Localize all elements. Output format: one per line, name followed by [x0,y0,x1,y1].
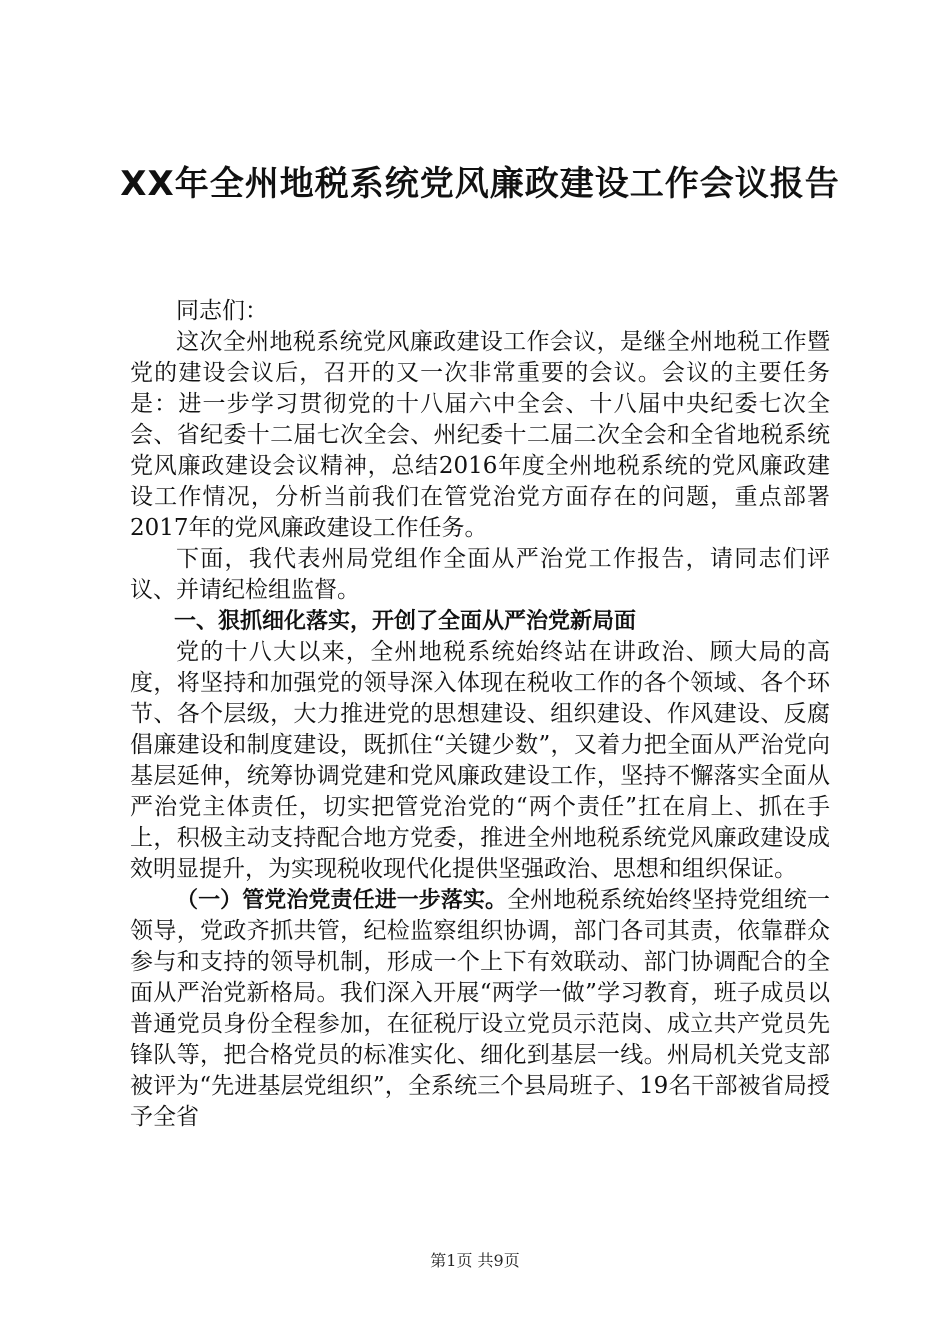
section-paragraph: 党的十八大以来，全州地税系统始终站在讲政治、顾大局的高度，将坚持和加强党的领导深入体现在税收工作的各个领域、各个环节、各个层级，大力推进党的思想建设、组织建设、作风建设、反腐倡廉建设和制度建设，既抓住“关键少数”，又着力把全面从严治党向基层延伸，统筹协调党建和党风廉政建设工作，坚持不懈落实全面从严治党主体责任，切实把管党治党的“两个责任”扛在肩上、抓在手上，积极主动支持配合地方党委，推进全州地税系统党风廉政建设成效明显提升，为实现税收现代化提供坚强政治、思想和组织保证。 [130,639,830,882]
subsection-heading: （一）管党治党责任进一步落实。 [176,888,508,913]
salutation: 同志们： [176,298,268,324]
page-footer: 第1页 共9页 [430,1251,520,1270]
subsection-text: 全州地税系统始终坚持党组统一领导，党政齐抓共管，纪检监察组织协调，部门各司其责，依靠群众参与和支持的领导机制，形成一个上下有效联动、部门协调配合的全面从严治党新格局。我们深入开展“两学一做”学习教育，班子成员以普通党员身份全程参加，在征税厅设立党员示范岗、成立共产党员先锋队等，把合格党员的标准实化、细化到基层一线。州局机关党支部被评为“先进基层党组织”，全系统三个县局班子、19名干部被省局授予全省 [130,887,830,1130]
subsection-paragraph [130,885,830,1133]
report-paragraph: 下面，我代表州局党组作全面从严治党工作报告，请同志们评议、并请纪检组监督。 [130,546,830,603]
document-title: XX年全州地税系统党风廉政建设工作会议报告 [120,164,840,204]
document-body [130,296,830,1133]
intro-paragraph: 这次全州地税系统党风廉政建设工作会议，是继全州地税工作暨党的建设会议后，召开的又一次非常重要的会议。会议的主要任务是：进一步学习贯彻党的十八届六中全会、十八届中央纪委七次全会、省纪委十二届七次全会、州纪委十二届二次全会和全省地税系统党风廉政建设会议精神，总结2016年度全州地税系统的党风廉政建设工作情况，分析当前我们在管党治党方面存在的问题，重点部署2017年的党风廉政建设工作任务。 [130,329,830,541]
section-heading: 一、狠抓细化落实，开创了全面从严治党新局面 [174,609,637,634]
